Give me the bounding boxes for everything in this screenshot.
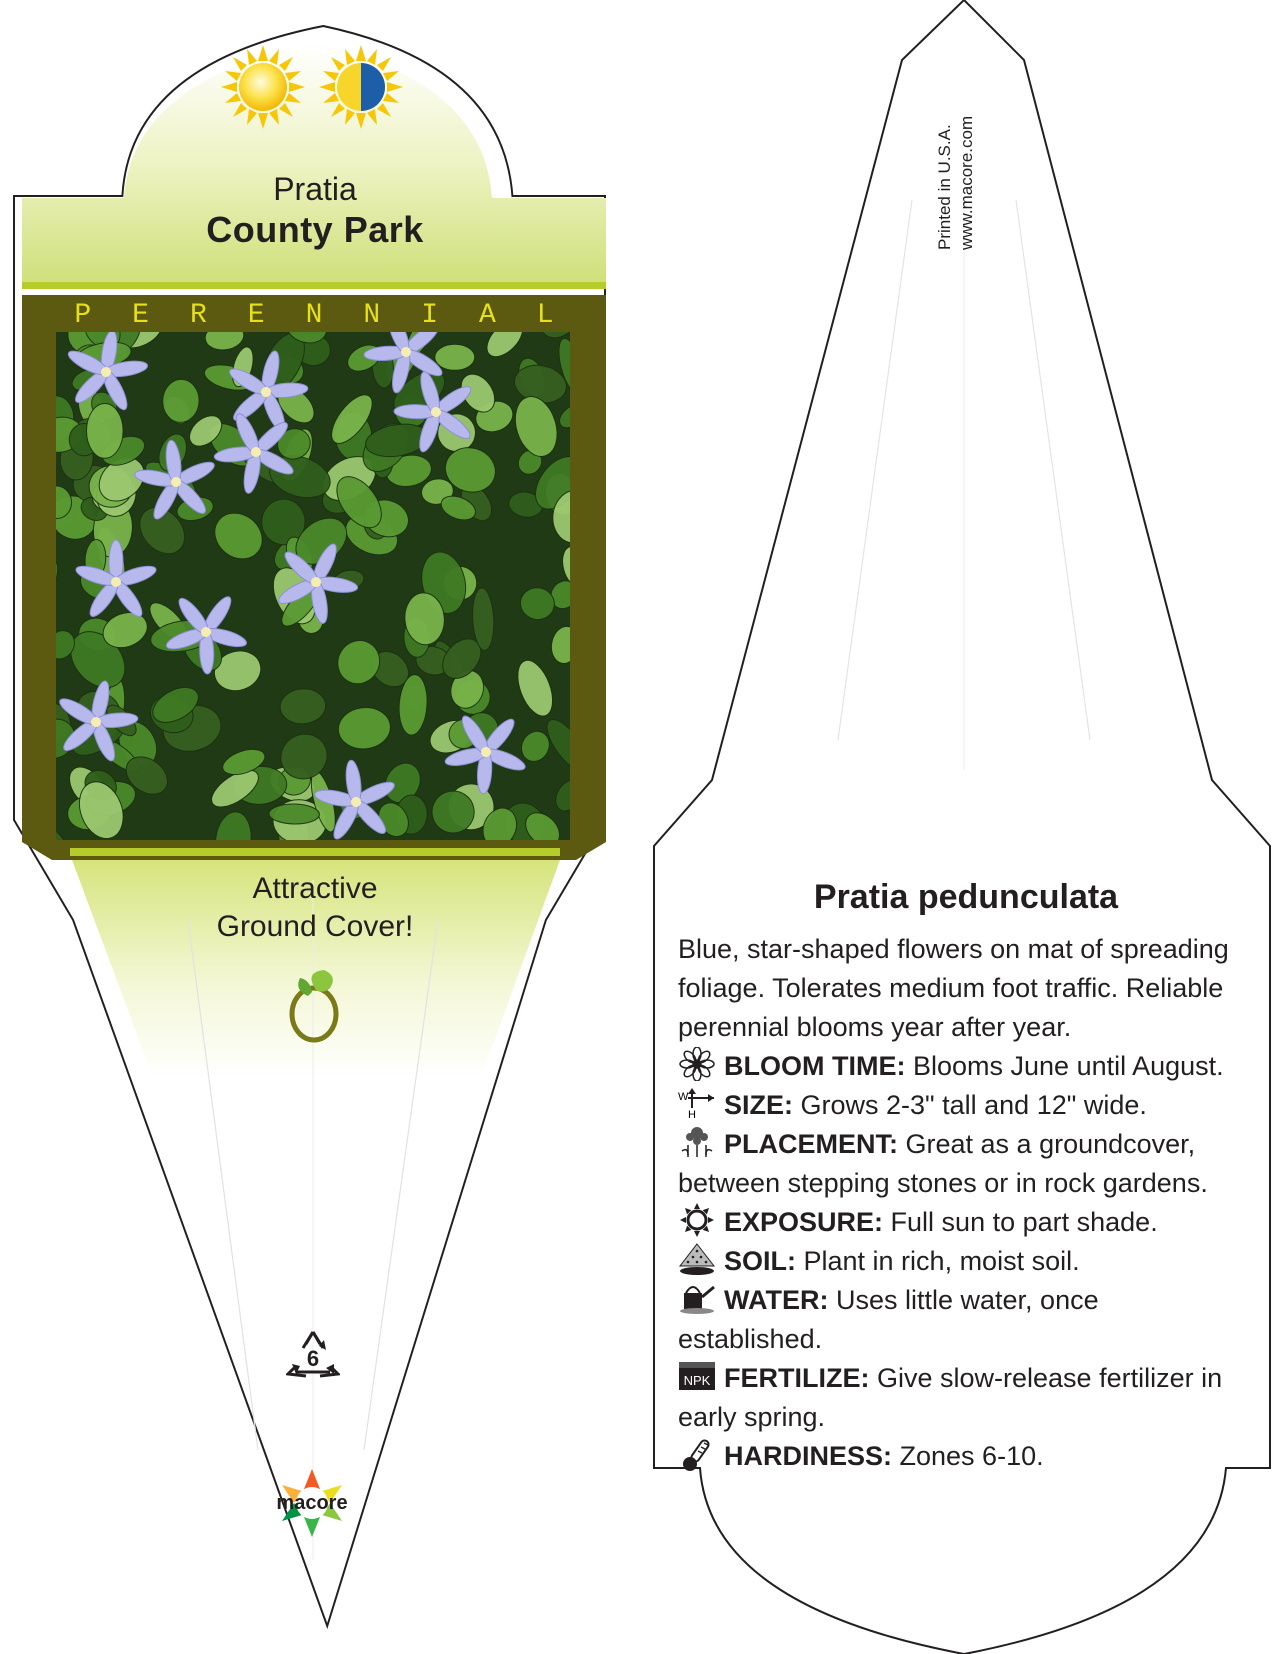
variety-name: County Park [206,209,424,250]
info-size [678,1086,1248,1125]
front-lower-accent-line [70,848,560,856]
info-text: Grows 2-3" tall and 12" wide. [793,1090,1147,1120]
full-sun-icon [220,44,306,130]
info-placement [678,1125,1248,1203]
info-text: Give slow-release fertilizer in early spring. [678,1363,1223,1432]
perennial-text: PERENNIAL [74,299,595,331]
common-name: Pratia [273,171,357,207]
info-water [678,1281,1248,1359]
front-header-accent-line [22,282,606,289]
info-soil [678,1242,1248,1281]
svg-text:W: W [678,1091,689,1103]
soil-icon [678,1242,716,1276]
info-label: HARDINESS: [724,1441,893,1471]
info-fertilize [678,1359,1248,1437]
flower-icon [678,1047,716,1081]
info-label: SOIL: [724,1246,796,1276]
info-label: WATER: [724,1285,829,1315]
seed-leaf-icon [286,968,344,1044]
macore-wordmark: macore [276,1492,348,1514]
tagline-line-2: Ground Cover! [216,910,414,943]
front-title [20,170,610,252]
thermometer-icon [678,1437,716,1471]
info-label: FERTILIZE: [724,1363,870,1393]
description: Blue, star-shaped flowers on mat of spreading foliage. Tolerates medium foot traffic. Reliable perennial blooms year after year. [678,934,1229,1042]
info-label: EXPOSURE: [724,1207,884,1237]
plant-photo [56,332,570,840]
info-text: Plant in rich, moist soil. [796,1246,1080,1276]
printed-line-2: www.macore.com [957,115,976,250]
part-shade-icon [318,44,404,130]
recycle-number: 6 [306,1346,320,1371]
care-info [678,930,1248,1476]
watering-can-icon [678,1281,716,1315]
perennial-label [22,296,606,334]
tagline [120,870,510,946]
info-label: BLOOM TIME: [724,1051,906,1081]
svg-text:NPK: NPK [683,1373,711,1388]
printed-in-usa [934,40,994,250]
info-text: Uses little water, once established. [678,1285,1099,1354]
info-hardiness [678,1437,1248,1476]
info-bloom-time [678,1047,1248,1086]
info-label: PLACEMENT: [724,1129,898,1159]
info-text: Great as a groundcover, between stepping stones or in rock gardens. [678,1129,1208,1198]
printed-line-1: Printed in U.S.A. [935,124,954,250]
placement-icon [678,1125,716,1159]
info-exposure [678,1203,1248,1242]
info-text: Blooms June until August. [905,1051,1224,1081]
sun-icon [678,1203,716,1237]
size-icon [678,1086,716,1120]
info-text: Zones 6-10. [892,1441,1044,1471]
info-label: SIZE: [724,1090,794,1120]
info-text: Full sun to part shade. [883,1207,1158,1237]
tagline-line-1: Attractive [252,872,378,905]
npk-icon [678,1359,716,1393]
svg-text:H: H [688,1109,696,1120]
botanical-name: Pratia pedunculata [813,878,1119,916]
